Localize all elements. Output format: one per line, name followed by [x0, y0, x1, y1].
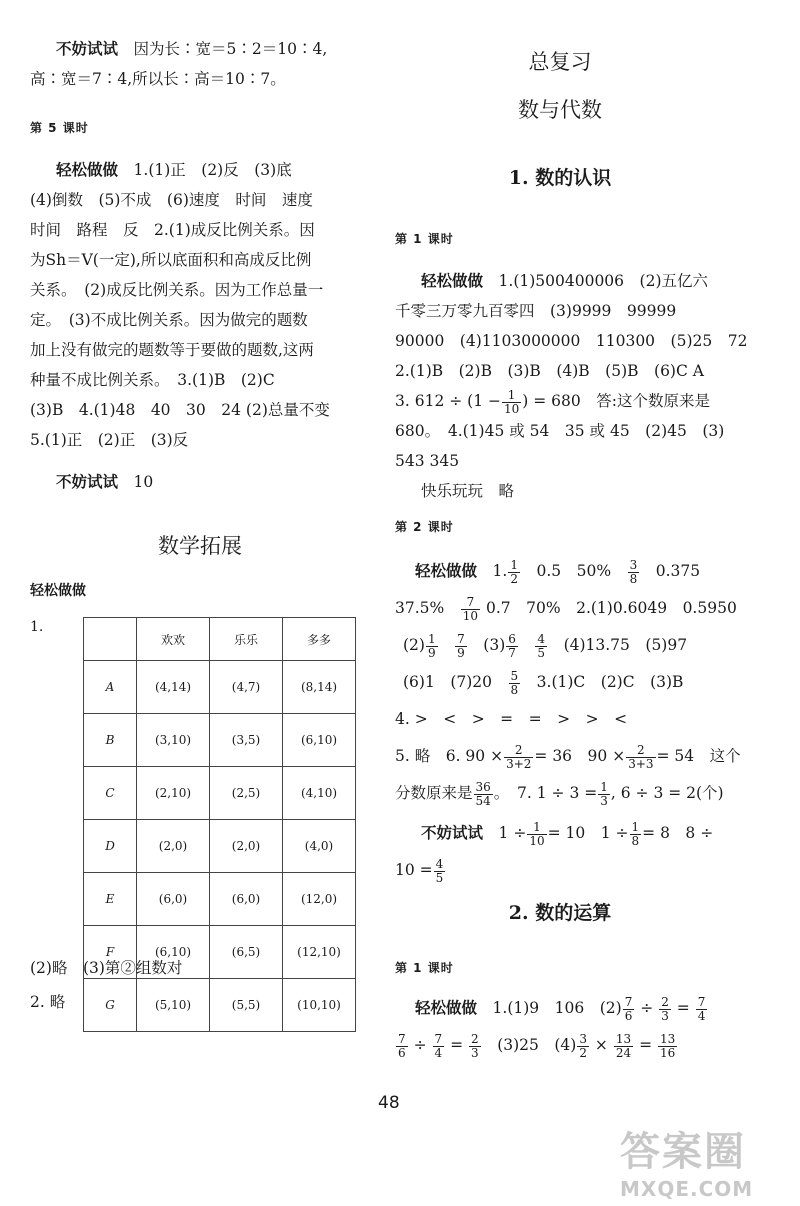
numerator: 1: [510, 557, 518, 572]
question-number: 1.: [30, 619, 44, 635]
lesson-heading: 第 2 课时: [395, 520, 454, 534]
lesson-heading: 第 1 课时: [395, 961, 454, 975]
denominator: 8: [631, 833, 640, 848]
try-value: 10: [133, 473, 154, 491]
table-cell: (4,7): [210, 661, 283, 714]
try-block-b: [395, 815, 713, 889]
fraction: [474, 781, 493, 808]
numerator: 1: [600, 779, 608, 794]
table-cell: (4,14): [137, 661, 210, 714]
table-cell: (10,10): [283, 979, 356, 1032]
easy-line: 为Sh＝V(一定),所以底面积和高成反比例: [30, 251, 312, 269]
expr-text: ×: [594, 1036, 608, 1054]
intro-line1: 因为长∶宽＝5∶2＝10∶4,: [133, 40, 328, 58]
table-cell: (3,5): [210, 714, 283, 767]
easy-line: [395, 386, 747, 416]
denominator: 24: [615, 1045, 632, 1060]
table-header-cell: [84, 618, 137, 661]
try-label: 不妨试试: [421, 824, 484, 842]
denominator: 16: [660, 1045, 676, 1060]
table-cell: (2,5): [210, 767, 283, 820]
expr-text: 1.(1)9 106 (2): [492, 999, 622, 1017]
easy-line: 千零三万零九百零四 (3)9999 99999: [395, 302, 677, 320]
table-row: [84, 979, 356, 1032]
expr-text: (6)1 (7)20: [403, 673, 492, 691]
fraction: [509, 670, 521, 697]
row-label: D: [84, 820, 137, 873]
table-cell: (2,0): [210, 820, 283, 873]
table-cell: (4,10): [283, 767, 356, 820]
numerator: 6: [508, 631, 516, 646]
fraction: [433, 1033, 445, 1060]
easy-label: 轻松做做: [421, 272, 484, 290]
denominator: 8: [629, 571, 638, 586]
expr-text: 10 =: [395, 861, 433, 879]
expr-text: (3)25 (4): [497, 1036, 577, 1054]
denominator: 10: [529, 833, 545, 848]
denominator: 3: [600, 793, 608, 808]
table-cell: (5,10): [137, 979, 210, 1032]
numerator: 2: [504, 744, 533, 758]
easy-line: 2.(1)B (2)B (3)B (4)B (5)B (6)C A: [395, 362, 704, 380]
easy-label: 轻松做做: [30, 583, 86, 599]
numerator: 3: [629, 557, 638, 572]
fraction: [623, 996, 635, 1023]
numerator: 3: [579, 1031, 587, 1046]
fraction: [508, 559, 520, 586]
fraction: [504, 744, 533, 771]
expr-text: (3): [483, 636, 506, 654]
table-row: [84, 873, 356, 926]
denominator: 7: [508, 645, 516, 660]
row-label: F: [84, 926, 137, 979]
expr-text: 5. 略 6. 90 ×: [395, 747, 504, 765]
try-block-2: [30, 467, 153, 497]
numerator: 7: [398, 1031, 406, 1046]
watermark-url: MXQE.COM: [620, 1177, 754, 1201]
denominator: 3+2: [506, 756, 532, 771]
fraction: [455, 633, 467, 660]
expr-text: = 8 8 ÷: [642, 824, 714, 842]
easy-line: 关系。 (2)成反比例关系。因为工作总量一: [30, 281, 324, 299]
expr-text: 1.: [492, 562, 508, 580]
row-label: E: [84, 873, 137, 926]
expr-text: =: [639, 1036, 653, 1054]
fraction: [396, 1033, 408, 1060]
watermark-logo: [620, 1120, 790, 1200]
denominator: 4: [697, 1008, 706, 1023]
expr-text: 。 7. 1 ÷ 3 =: [493, 784, 598, 802]
after-table-text: (2)略 (3)第②组数对: [30, 959, 183, 977]
numerator: 13: [615, 1031, 632, 1046]
numerator: 1: [427, 631, 436, 646]
table-header-row: [84, 618, 356, 661]
fraction: [628, 559, 640, 586]
expr-text: 1 ÷: [498, 824, 527, 842]
expr-text: ÷: [413, 1036, 427, 1054]
numerator: 2: [661, 994, 669, 1009]
table-row: [84, 820, 356, 873]
fraction: [469, 1033, 481, 1060]
table-header-cell: 多多: [283, 618, 356, 661]
easy-line: 680。 4.(1)45 或 54 35 或 45 (2)45 (3): [395, 422, 725, 440]
denominator: 9: [457, 645, 465, 660]
denominator: 5: [537, 645, 546, 660]
table-header-cell: 欢欢: [137, 618, 210, 661]
numerator: 7: [434, 1031, 443, 1046]
numerator: 1: [631, 819, 640, 834]
row-label: A: [84, 661, 137, 714]
easy-line: (3)B 4.(1)48 40 30 24 (2)总量不变: [30, 401, 330, 419]
easy-label: 轻松做做: [415, 562, 478, 580]
numerator: 2: [626, 744, 655, 758]
fraction: [434, 858, 446, 885]
fraction: [502, 389, 521, 416]
subsection-title: 1. 数的认识: [508, 167, 612, 189]
table-cell: (12,0): [283, 873, 356, 926]
numerator: 5: [510, 668, 519, 683]
expr-text: 0.7 70% 2.(1)0.6049 0.5950: [485, 599, 737, 617]
lesson-heading: 第 1 课时: [395, 232, 454, 246]
numerator: 36: [475, 779, 491, 794]
expr-text: =: [450, 1036, 464, 1054]
expr-text: 37.5%: [395, 599, 445, 617]
subsection-title: 2. 数的运算: [508, 902, 612, 924]
numerator: 7: [457, 631, 465, 646]
denominator: 3: [661, 1008, 669, 1023]
expr-text: ) = 680 答:这个数原来是: [522, 392, 710, 410]
easy-line: 90000 (4)1103000000 110300 (5)25 72: [395, 332, 748, 350]
easy-line: 时间 路程 反 2.(1)成反比例关系。因: [30, 221, 315, 239]
easy-line: 1.(1)正 (2)反 (3)底: [133, 161, 292, 179]
expr-text: (4)13.75 (5)97: [563, 636, 688, 654]
question-2: 2. 略: [30, 993, 66, 1011]
fraction: [535, 633, 547, 660]
row-label: G: [84, 979, 137, 1032]
table-row: [84, 661, 356, 714]
easy-block-b: [395, 553, 741, 812]
fraction: [577, 1033, 589, 1060]
part-title: 数与代数: [518, 98, 602, 122]
page-number: 48: [378, 1093, 400, 1113]
expr-text: 0.5 50%: [536, 562, 612, 580]
numerator: 1: [527, 821, 546, 835]
numerator: 7: [697, 994, 706, 1009]
expr-text: 3.(1)C (2)C (3)B: [536, 673, 684, 691]
table-header-cell: 乐乐: [210, 618, 283, 661]
table-cell: (8,14): [283, 661, 356, 714]
easy-line: 快乐玩玩 略: [421, 482, 515, 500]
easy-line: 加上没有做完的题数等于要做的题数,这两: [30, 341, 314, 359]
easy-line: 1.(1)500400006 (2)五亿六: [498, 272, 708, 290]
denominator: 4: [434, 1045, 443, 1060]
expr-text: = 54 这个: [656, 747, 741, 765]
denominator: 2: [510, 571, 518, 586]
table-cell: (2,0): [137, 820, 210, 873]
intro-line2: 高∶宽＝7∶4,所以长∶高＝10∶7。: [30, 70, 286, 88]
expr-text: = 36 90 ×: [534, 747, 626, 765]
fraction: [426, 633, 438, 660]
intro-block: [30, 34, 327, 94]
fraction: [527, 821, 546, 848]
easy-label: 轻松做做: [56, 161, 119, 179]
denominator: 10: [503, 401, 520, 416]
table-row: [84, 714, 356, 767]
denominator: 3+3: [628, 756, 654, 771]
fraction: [630, 821, 642, 848]
watermark-text: 答案圈: [620, 1129, 746, 1175]
numerator: 1: [502, 389, 521, 403]
fraction: [626, 744, 655, 771]
try-label: 不妨试试: [56, 473, 119, 491]
expr-text: (2): [403, 636, 425, 654]
table-cell: (6,0): [210, 873, 283, 926]
expr-text: 3. 612 ÷ (1 −: [395, 392, 501, 410]
numerator: 4: [537, 631, 546, 646]
easy-block-a: [395, 266, 747, 506]
table-cell: (4,0): [283, 820, 356, 873]
easy-line: 4. > < > = = > > <: [395, 710, 628, 728]
denominator: 9: [427, 645, 436, 660]
fraction: [598, 781, 610, 808]
denominator: 6: [398, 1045, 406, 1060]
table-cell: (6,0): [137, 873, 210, 926]
denominator: 10: [462, 608, 479, 623]
lesson-heading: 第 5 课时: [30, 121, 89, 135]
easy-line: (4)倒数 (5)不成 (6)速度 时间 速度: [30, 191, 313, 209]
denominator: 3: [471, 1045, 479, 1060]
easy-line: 5.(1)正 (2)正 (3)反: [30, 431, 189, 449]
table-cell: (12,10): [283, 926, 356, 979]
row-label: B: [84, 714, 137, 767]
table-cell: (6,10): [137, 926, 210, 979]
easy-block: [30, 155, 330, 455]
fraction: [659, 996, 671, 1023]
table-cell: (2,10): [137, 767, 210, 820]
expr-text: ÷: [640, 999, 654, 1017]
easy-block-c: [395, 990, 708, 1064]
expr-text: 分数原来是: [395, 784, 473, 802]
numerator: 7: [624, 994, 633, 1009]
expr-text: = 10 1 ÷: [547, 824, 629, 842]
expr-text: 0.375: [655, 562, 701, 580]
numerator: 2: [471, 1031, 479, 1046]
table-cell: (3,10): [137, 714, 210, 767]
fraction: [696, 996, 708, 1023]
fraction: [506, 633, 518, 660]
denominator: 2: [579, 1045, 587, 1060]
denominator: 6: [624, 1008, 633, 1023]
expr-text: =: [676, 999, 690, 1017]
chapter-title: 总复习: [528, 50, 592, 74]
table-row: [84, 767, 356, 820]
numerator: 7: [461, 596, 480, 610]
try-label: 不妨试试: [56, 40, 119, 58]
easy-line: 种量不成比例关系。 3.(1)B (2)C: [30, 371, 275, 389]
table-cell: (6,10): [283, 714, 356, 767]
expr-text: , 6 ÷ 3 = 2(个): [610, 784, 724, 802]
numerator: 4: [435, 856, 444, 871]
table-cell: (5,5): [210, 979, 283, 1032]
easy-line: 543 345: [395, 452, 460, 470]
denominator: 54: [475, 793, 491, 808]
fraction: [614, 1033, 633, 1060]
row-label: C: [84, 767, 137, 820]
denominator: 5: [435, 870, 444, 885]
numerator: 13: [660, 1031, 676, 1046]
table-cell: (6,5): [210, 926, 283, 979]
section-title: 数学拓展: [158, 534, 242, 558]
easy-label: 轻松做做: [415, 999, 478, 1017]
easy-line: 定。 (3)不成比例关系。因为做完的题数: [30, 311, 308, 329]
denominator: 8: [510, 682, 519, 697]
fraction: [461, 596, 480, 623]
fraction: [658, 1033, 677, 1060]
